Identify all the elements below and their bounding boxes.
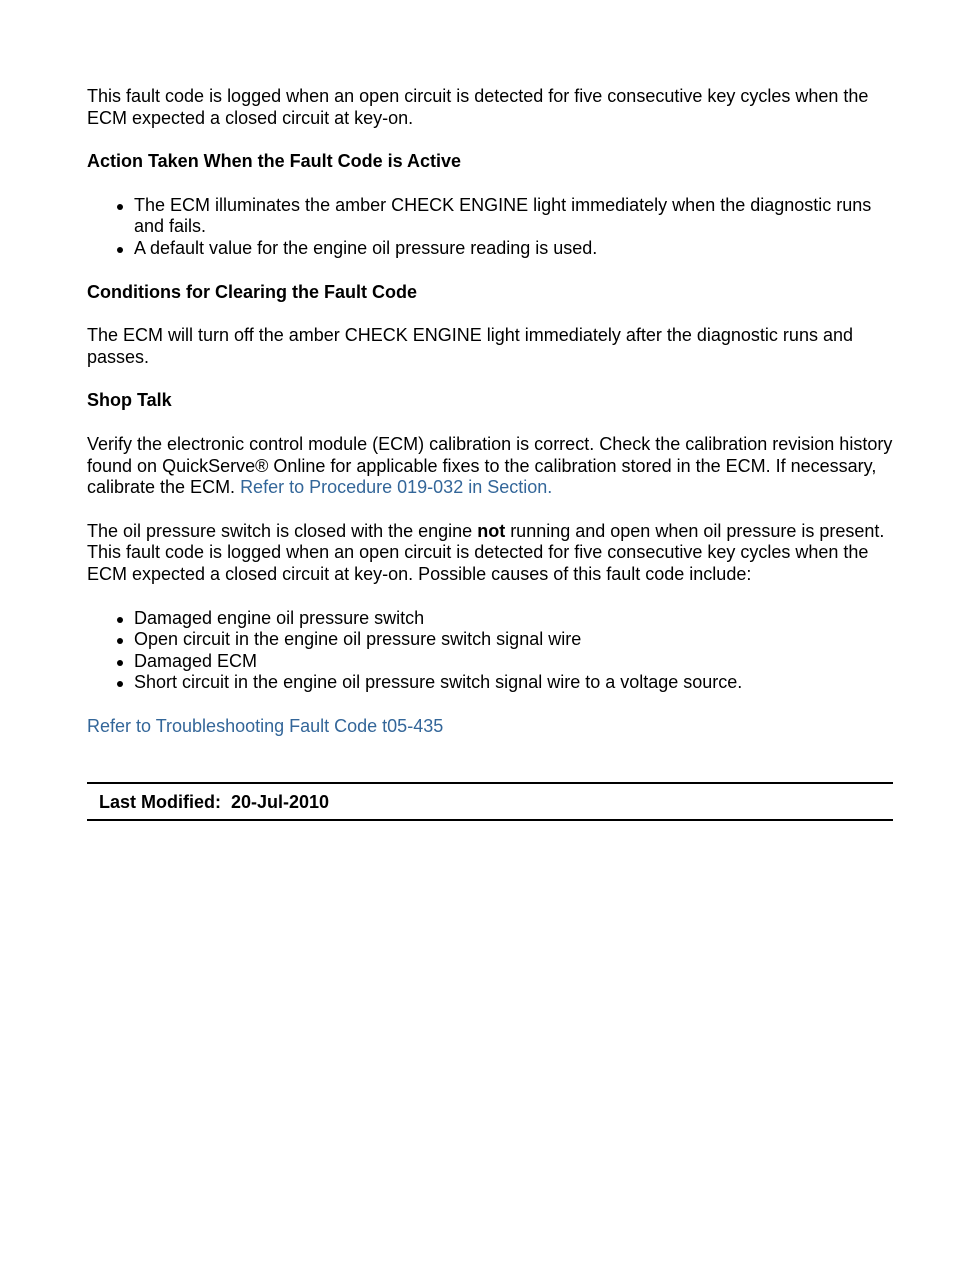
troubleshooting-link[interactable]: Refer to Troubleshooting Fault Code t05-435 <box>87 715 444 736</box>
intro-paragraph: This fault code is logged when an open circuit is detected for five consecutive key cycles when the ECM expected a closed circuit at key-on. <box>87 86 869 128</box>
clearing-heading: Conditions for Clearing the Fault Code <box>87 281 417 302</box>
list-item: The ECM illuminates the amber CHECK ENGINE light immediately when the diagnostic runs and fails. <box>134 195 893 238</box>
shop-talk-heading: Shop Talk <box>87 390 172 411</box>
calibration-paragraph <box>87 434 893 499</box>
list-item: Damaged engine oil pressure switch <box>134 608 893 630</box>
document-body <box>87 86 893 737</box>
list-item: Open circuit in the engine oil pressure switch signal wire <box>134 629 893 651</box>
last-modified-label: Last Modified: 20-Jul-2010 <box>99 792 330 812</box>
causes-list <box>87 608 893 694</box>
last-modified-bar <box>87 782 893 821</box>
troubleshooting-paragraph <box>87 716 893 738</box>
switch-text-before: The oil pressure switch is closed with the engine <box>87 520 478 541</box>
list-item: Short circuit in the engine oil pressure switch signal wire to a voltage source. <box>134 672 893 694</box>
list-item: Damaged ECM <box>134 651 893 673</box>
procedure-link[interactable]: Refer to Procedure 019-032 in Section. <box>240 477 553 498</box>
switch-text-after: running and open when oil pressure is present. This fault code is logged when an open circuit is detected for five consecutive key cycles when the ECM expected a closed circuit at key-on. Possible causes of this fault code include: <box>87 520 885 584</box>
calibration-text: Verify the electronic control module (ECM) calibration is correct. Check the calibration revision history found on QuickServe® Online for applicable fixes to the calibration stored in the ECM. If necessary, calibrate the ECM. <box>87 433 893 498</box>
switch-paragraph <box>87 521 893 586</box>
list-item: A default value for the engine oil pressure reading is used. <box>134 238 893 260</box>
action-list <box>87 195 893 260</box>
action-heading: Action Taken When the Fault Code is Active <box>87 151 462 172</box>
switch-text-bold: not <box>477 520 506 541</box>
clearing-paragraph: The ECM will turn off the amber CHECK ENGINE light immediately after the diagnostic runs and passes. <box>87 325 853 367</box>
